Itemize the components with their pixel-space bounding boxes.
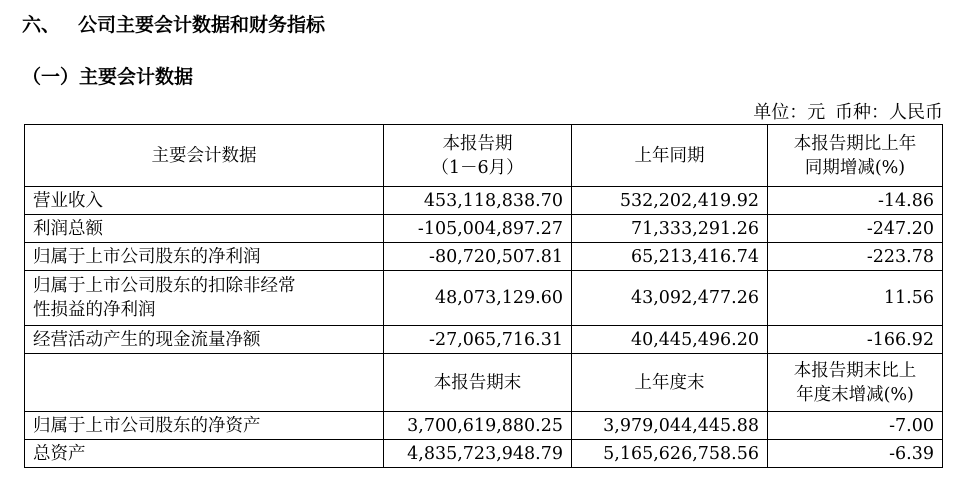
current-value: 453,118,838.70 [384,187,572,215]
prior-value: 3,979,044,445.88 [572,412,768,440]
change-value: -223.78 [768,243,943,271]
subsection-heading: （一）主要会计数据 [22,66,194,88]
prior-value: 65,213,416.74 [572,243,768,271]
change-value: 11.56 [768,271,943,326]
prior-value: 43,092,477.26 [572,271,768,326]
subheader-change: 本报告期末比上 年度末增减(%) [768,354,943,412]
subheader-item [25,354,384,412]
prior-value: 40,445,496.20 [572,326,768,354]
current-value: 48,073,129.60 [384,271,572,326]
change-value: -6.39 [768,440,943,468]
table-row [25,412,943,440]
subheader-period-end: 本报告期末 [384,354,572,412]
row-label: 营业收入 [25,187,384,215]
header-current-period: 本报告期 （1－6月） [384,125,572,187]
section-title: 公司主要会计数据和财务指标 [78,14,326,36]
header-prior-period: 上年同期 [572,125,768,187]
row-label: 利润总额 [25,215,384,243]
current-value: 4,835,723,948.79 [384,440,572,468]
change-value: -14.86 [768,187,943,215]
row-label: 总资产 [25,440,384,468]
table-row [25,271,943,326]
header-change: 本报告期比上年 同期增减(%) [768,125,943,187]
current-value: -80,720,507.81 [384,243,572,271]
subheader-prior-year-end: 上年度末 [572,354,768,412]
change-value: -247.20 [768,215,943,243]
table-subheader-row [25,354,943,412]
current-value: -105,004,897.27 [384,215,572,243]
header-item: 主要会计数据 [25,125,384,187]
change-value: -166.92 [768,326,943,354]
currency-label: 币种：人民币 [835,102,943,123]
table-header-row [25,125,943,187]
prior-value: 5,165,626,758.56 [572,440,768,468]
accounting-data-table [24,124,943,468]
table-row [25,326,943,354]
table-row [25,440,943,468]
section-heading [22,10,325,37]
row-label: 归属于上市公司股东的净资产 [25,412,384,440]
table-row [25,187,943,215]
unit-label: 单位：元 [753,102,826,123]
current-value: -27,065,716.31 [384,326,572,354]
table-row [25,243,943,271]
row-label: 经营活动产生的现金流量净额 [25,326,384,354]
row-label: 归属于上市公司股东的净利润 [25,243,384,271]
prior-value: 71,333,291.26 [572,215,768,243]
change-value: -7.00 [768,412,943,440]
table-row [25,215,943,243]
unit-note [749,98,943,124]
current-value: 3,700,619,880.25 [384,412,572,440]
row-label: 归属于上市公司股东的扣除非经常 性损益的净利润 [25,271,384,326]
prior-value: 532,202,419.92 [572,187,768,215]
section-number: 六、 [22,14,61,36]
